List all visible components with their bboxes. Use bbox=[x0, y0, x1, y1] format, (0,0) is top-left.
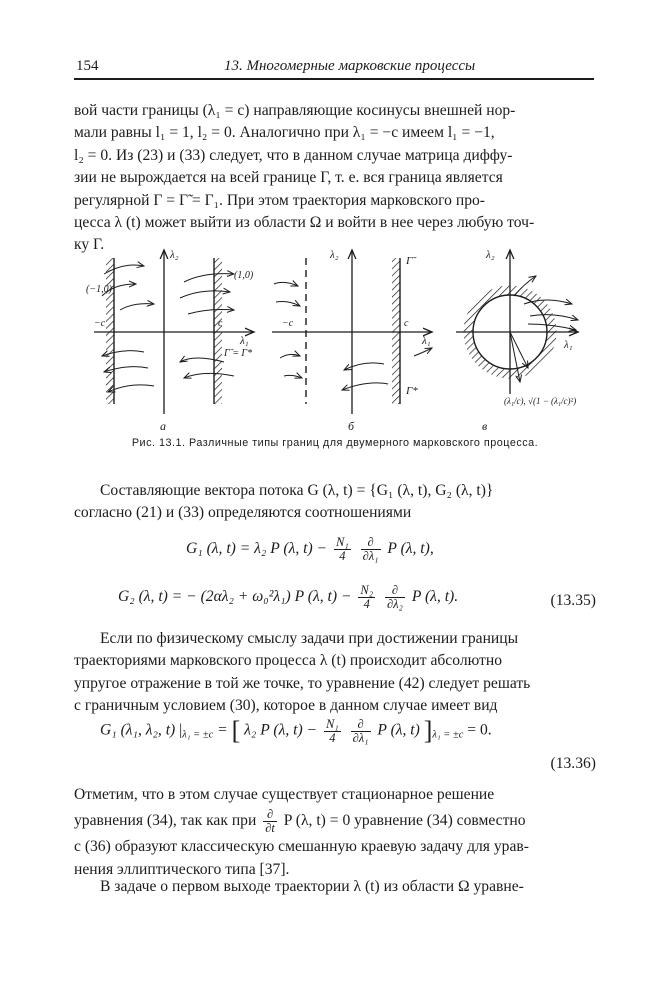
label-lambda1: λ₁ bbox=[240, 335, 249, 347]
eq-text: P (λ, t). bbox=[411, 588, 459, 606]
label-c: c bbox=[218, 318, 223, 329]
eq-fraction: $\frac{\partial}{\text{∂λ₂}}$ bbox=[386, 583, 403, 611]
eq-fraction: $\frac{\text{N₁}}{4}$ bbox=[325, 716, 339, 745]
eq-fraction: $\frac{\text{N₂}}{4}$ bbox=[360, 583, 374, 611]
text-line: зии не вырождается на всей границе Γ, т. е. вся граница является bbox=[74, 169, 503, 187]
page-number: 154 bbox=[76, 58, 99, 74]
eq-fraction: $\frac{\partial}{\text{∂λ₁}}$ bbox=[362, 535, 379, 563]
label-gamma-star: Γ* bbox=[406, 385, 418, 397]
text-line: с граничным условием (30), которое в данном случае имеет вид bbox=[74, 697, 498, 715]
label-c: c bbox=[404, 318, 409, 329]
text-line: цесса λ (t) может выйти из области Ω и войти в нее через любую точ- bbox=[74, 213, 535, 231]
equation-13-35-line-1 bbox=[74, 536, 596, 570]
text-line: мали равны l₁ = 1, l₂ = 0. Аналогично при λ₁ = −c имеем l₁ = −1, bbox=[74, 124, 495, 142]
text-line: упругое отражение в той же точке, то уравнение (42) следует решать bbox=[74, 674, 531, 692]
label-lambda1: λ₁ bbox=[422, 335, 431, 347]
text-line: В задаче о первом выходе траектории λ (t) из области Ω уравне- bbox=[100, 878, 524, 895]
paragraph-2 bbox=[74, 480, 596, 525]
text-line: l₂ = 0. Из (23) и (33) следует, что в данном случае матрица диффу- bbox=[74, 146, 513, 164]
flow-arrows bbox=[274, 282, 432, 390]
panel-b bbox=[272, 249, 432, 433]
eq-text: P (λ, t) bbox=[377, 721, 420, 739]
label-minus-c: −c bbox=[94, 318, 106, 329]
eq-text: = 0. bbox=[467, 721, 492, 739]
eq-bracket: [ bbox=[231, 716, 241, 745]
eq-text: P (λ, t), bbox=[387, 540, 434, 558]
text-line: траекториями марковского процесса λ (t) происходит абсолютно bbox=[74, 652, 502, 670]
equation-13-36: G₁ (λ₁, λ₂, t) $|_{\lambda_1 = \pm c}$ = [ λ₂ P (λ, t) − $\frac{\text{N₁}}{4}$ $\frac{\partial}{\text{∂λ₁}}$ P (λ, t) ]$_{\lambda_1 = \pm c} = 0$. bbox=[100, 716, 492, 745]
panel-c bbox=[456, 249, 578, 433]
panel-label-c: в bbox=[482, 419, 488, 433]
text-line: Составляющие вектора потока G (λ, t) = {G₁ (λ, t), G₂ (λ, t)} bbox=[100, 482, 494, 499]
text-line: уравнения (34), так как при $\frac{\partial}{\partial t}$ P (λ, t) = 0 уравнение (34) совместно bbox=[74, 807, 526, 836]
eq-fraction: $\frac{\partial}{\partial t}$ bbox=[265, 807, 275, 836]
text-line: с (36) образуют классическую смешанную краевую задачу для урав- bbox=[74, 838, 529, 856]
eq-subscript: λ₁ = ±c bbox=[182, 729, 214, 741]
right-boundary-hatch bbox=[392, 258, 400, 404]
text-line: согласно (21) и (33) определяются соотношениями bbox=[74, 504, 412, 522]
paragraph-3 bbox=[74, 628, 596, 718]
panel-label-a: а bbox=[160, 419, 166, 433]
running-title: 13. Многомерные марковские процессы bbox=[224, 58, 476, 74]
eq-bracket: ] bbox=[423, 716, 433, 745]
right-boundary-hatch bbox=[214, 258, 222, 404]
text-line: нения эллиптического типа [37]. bbox=[74, 860, 290, 878]
label-lambda2: λ₂ bbox=[330, 249, 339, 261]
paragraph-4 bbox=[74, 784, 596, 881]
eq-text: λ₂ P (λ, t) − bbox=[244, 721, 318, 739]
label-minus-one-zero: (−1,0) bbox=[86, 284, 112, 295]
label-circle-normal: (λ₁/c), √(1 − (λ₁/c)²) bbox=[504, 396, 577, 406]
left-boundary-hatch bbox=[106, 258, 114, 404]
equation-13-35-line-2 bbox=[74, 584, 596, 618]
text-line: регулярной Γ = Γ̃ = Γ₁. При этом траектория марковского про- bbox=[74, 191, 485, 209]
paragraph-5 bbox=[74, 876, 596, 898]
text-line: ку Γ. bbox=[74, 236, 105, 254]
label-one-zero: (1,0) bbox=[234, 270, 254, 281]
panel-label-b: б bbox=[348, 419, 355, 433]
text-line: вой части границы (λ₁ = c) направляющие косинусы внешней нор- bbox=[74, 102, 516, 119]
eq-fraction: $\frac{\text{N₁}}{4}$ bbox=[335, 535, 349, 563]
eq-subscript: λ₁ = ±c bbox=[432, 729, 464, 741]
eq-fraction: $\frac{\partial}{\text{∂λ₁}}$ bbox=[352, 716, 369, 745]
eq-text: G₂ (λ, t) = − (2αλ₂ + ω₀²λ₁) P (λ, t) − bbox=[118, 588, 352, 606]
figure-13-1 bbox=[84, 244, 594, 434]
label-gamma-tilde: Γ̃ bbox=[406, 255, 413, 267]
label-lambda2: λ₂ bbox=[486, 249, 495, 261]
paragraph-1 bbox=[74, 100, 596, 257]
eq-text: G₁ (λ₁, λ₂, t) bbox=[100, 721, 176, 739]
panel-a bbox=[86, 249, 254, 433]
label-lambda1: λ₁ bbox=[564, 339, 573, 351]
header-rule bbox=[74, 78, 594, 80]
figure-caption: Рис. 13.1. Различные типы границ для двумерного марковского процесса. bbox=[131, 437, 539, 449]
label-gamma-eq: Γ̃ = Γ* bbox=[224, 348, 253, 359]
label-minus-c: −c bbox=[282, 318, 294, 329]
label-lambda2: λ₂ bbox=[170, 249, 179, 261]
text-line: Если по физическому смыслу задачи при достижении границы bbox=[100, 630, 519, 647]
page-header bbox=[74, 56, 594, 78]
equation-number: (13.35) bbox=[550, 592, 596, 609]
eq-text: G₁ (λ, t) = λ₂ P (λ, t) − bbox=[186, 540, 328, 558]
equation-number: (13.36) bbox=[550, 755, 596, 772]
text-line: Отметим, что в этом случае существует стационарное решение bbox=[74, 786, 495, 803]
